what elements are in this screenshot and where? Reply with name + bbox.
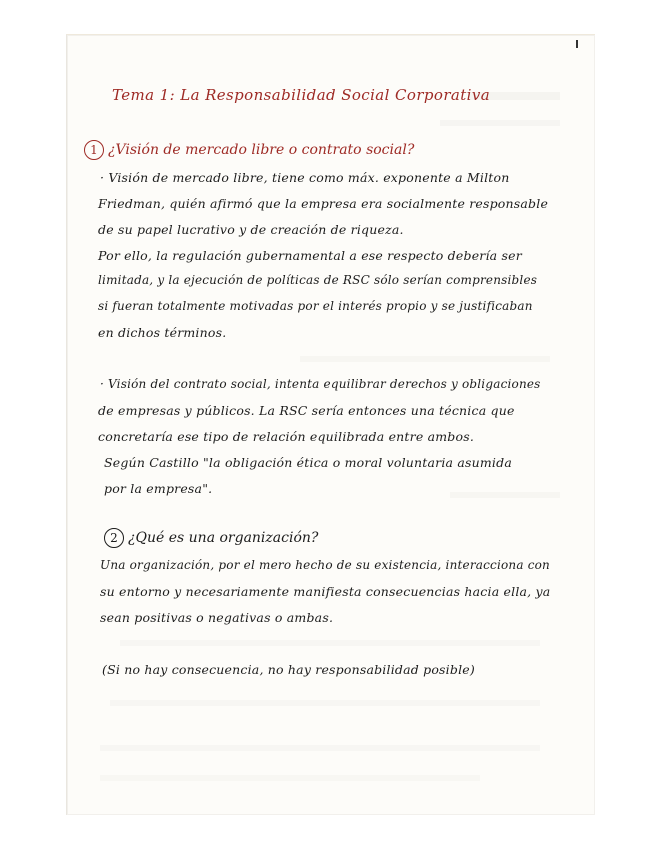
- text-line: concretaría ese tipo de relación equilibrada entre ambos.: [98, 429, 475, 444]
- note-text: (Si no hay consecuencia, no hay responsabilidad posible): [102, 662, 475, 677]
- text-line: su entorno y necesariamente manifiesta consecuencias hacia ella, ya: [100, 584, 551, 599]
- section-2-heading-text: ¿Qué es una organización?: [128, 530, 319, 546]
- text-line: Por ello, la regulación gubernamental a ese respecto debería ser: [98, 248, 522, 263]
- section-1-heading: [84, 140, 414, 160]
- section-1-heading-text: ¿Visión de mercado libre o contrato social?: [108, 142, 415, 158]
- text-line: sean positivas o negativas o ambas.: [100, 610, 334, 625]
- text-line: Según Castillo "la obligación ética o moral voluntaria asumida: [104, 455, 512, 470]
- text-line: en dichos términos.: [98, 325, 227, 340]
- text-line: · Visión de mercado libre, tiene como máx. exponente a Milton: [100, 170, 510, 185]
- text-line: por la empresa".: [104, 481, 213, 496]
- text-line: si fueran totalmente motivadas por el interés propio y se justificaban: [98, 299, 533, 313]
- section-2-heading: [104, 528, 318, 548]
- section-number-badge: 2: [104, 528, 124, 548]
- text-line: de empresas y públicos. La RSC sería entonces una técnica que: [98, 403, 515, 418]
- text-line: limitada, y la ejecución de políticas de RSC sólo serían comprensibles: [98, 273, 538, 287]
- text-line: · Visión del contrato social, intenta equilibrar derechos y obligaciones: [100, 377, 541, 391]
- section-number-badge: 1: [84, 140, 104, 160]
- text-line: Una organización, por el mero hecho de su existencia, interacciona con: [100, 558, 550, 572]
- page-title: Tema 1: La Responsabilidad Social Corporativa: [112, 86, 491, 104]
- text-line: de su papel lucrativo y de creación de riqueza.: [98, 222, 404, 237]
- text-line: Friedman, quién afirmó que la empresa era socialmente responsable: [98, 196, 549, 211]
- page-edge-mark: [576, 40, 578, 48]
